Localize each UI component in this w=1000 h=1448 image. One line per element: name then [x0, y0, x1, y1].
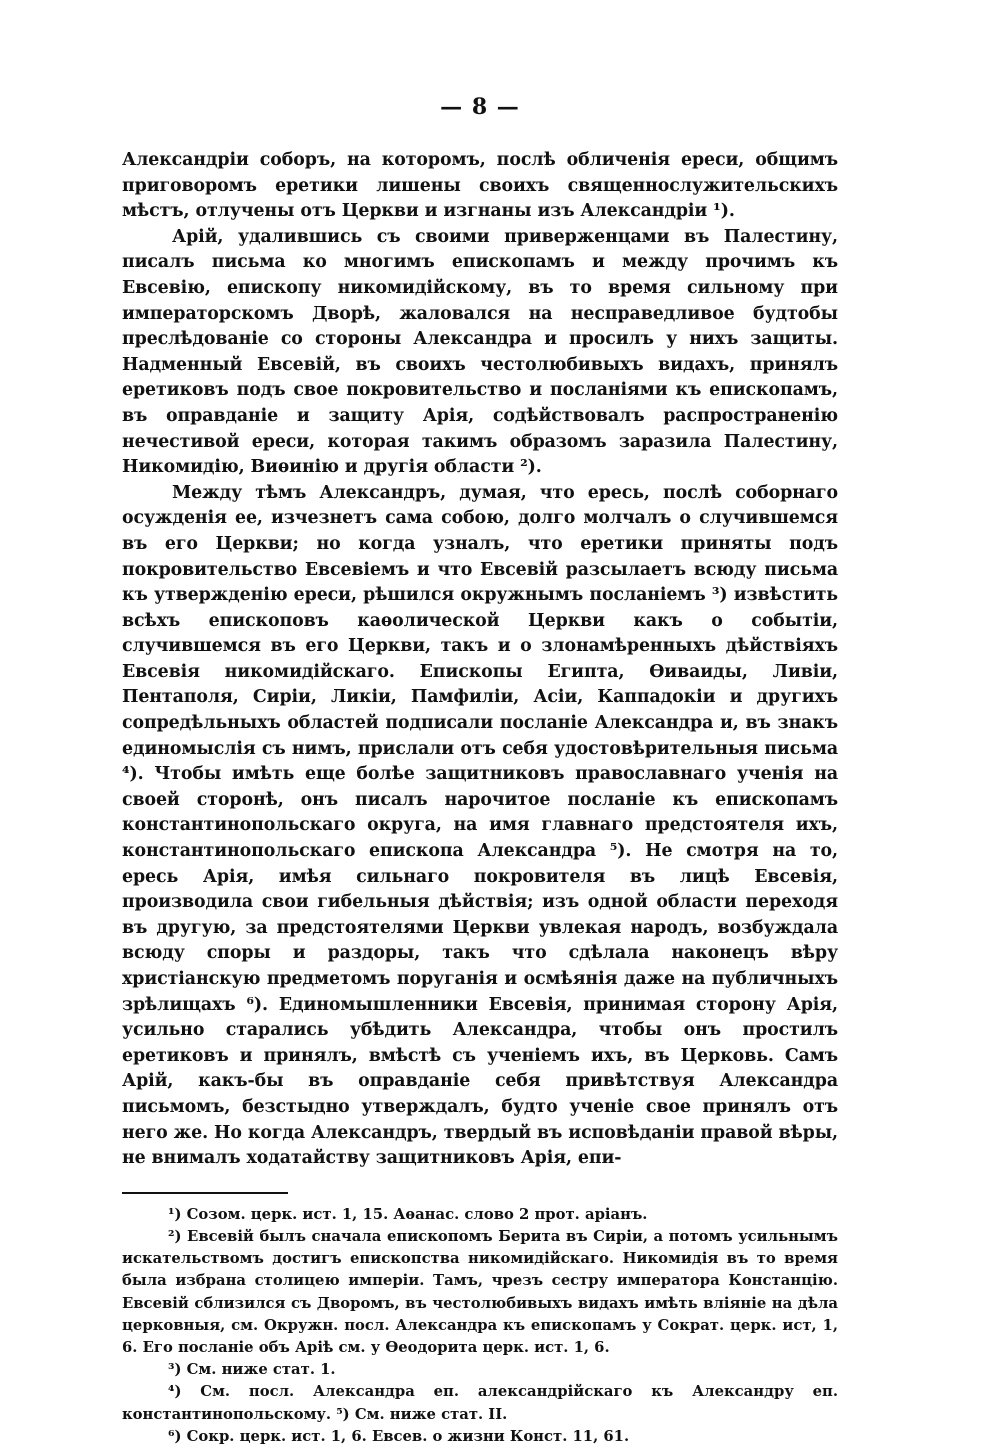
footnote-6: ⁶) Сокр. церк. ист. 1, 6. Евсев. о жизни Конст. 11, 61. — [168, 1427, 630, 1445]
page-number: — 8 — — [440, 94, 520, 120]
footnote-3: ³) См. ниже стат. 1. — [168, 1361, 336, 1379]
footnote-1: ¹) Созом. церк. ист. 1, 15. Аѳанас. слово 2 прот. аріанъ. — [168, 1205, 648, 1223]
footnotes — [122, 1204, 838, 1448]
page — [122, 92, 838, 1448]
paragraph-2: Арій, удалившись съ своими приверженцами въ Палестину, писалъ письма ко многимъ епископамъ и между прочимъ къ Евсевію, епископу никомидійскому, въ то время сильному при императорскомъ Дворѣ, жаловался на несправедливое будтобы преслѣдованіе со стороны Александра и просилъ у нихъ защиты. Надменный Евсевій, въ своихъ честолюбивыхъ видахъ, принялъ еретиковъ подъ свое покровительство и посланіями къ епископамъ, въ оправданіе и защиту Арія, содѣйствовалъ распространенію нечестивой ереси, которая такимъ образомъ заразила Палестину, Никомидію, Виѳинію и другія области ²). — [122, 226, 838, 478]
main-text — [122, 148, 838, 1172]
footnote-separator — [122, 1192, 288, 1194]
footnote-2: ²) Евсевій былъ сначала епископомъ Берита въ Сиріи, а потомъ усильнымъ искательствомъ достигъ епископства никомидійскаго. Никомидія въ то время была избрана столицею имперіи. Тамъ, чрезъ сестру императора Констанцію. Евсевій сблизился съ Дворомъ, въ честолюбивыхъ видахъ имѣть вліяніе на дѣла церковныя, см. Окружн. посл. Александра къ епископамъ у Сократ. церк. ист, 1, 6. Его посланіе объ Аріѣ см. у Ѳеодорита церк. ист. 1, 6. — [122, 1227, 838, 1356]
footnote-4-5: ⁴) См. посл. Александра еп. александрійскаго къ Александру еп. константинопольскому. ⁵) См. ниже стат. II. — [122, 1383, 838, 1423]
paragraph-3: Между тѣмъ Александръ, думая, что ересь, послѣ соборнаго осужденія ее, изчезнетъ сама собою, долго молчалъ о случившемся въ его Церкви; но когда узналъ, что еретики приняты подъ покровительство Евсевіемъ и что Евсевій разсылаетъ всюду письма къ утвержденію ереси, рѣшился окружнымъ посланіемъ ³) извѣстить всѣхъ епископовъ каѳолической Церкви какъ о событіи, случившемся въ его Церкви, такъ и о злонамѣренныхъ дѣйствіяхъ Евсевія никомидійскаго. Епископы Египта, Ѳиваиды, Ливіи, Пентаполя, Сиріи, Ликіи, Памфиліи, Асіи, Каппадокіи и другихъ сопредѣльныхъ областей подписали посланіе Александра и, въ знакъ единомыслія съ нимъ, прислали отъ себя удостовѣрительныя письма ⁴). Чтобы имѣть еще болѣе защитниковъ православнаго ученія на своей сторонѣ, онъ писалъ нарочитое посланіе къ епископамъ константинопольскаго округа, на имя главнаго предстоятеля ихъ, константинопольскаго епископа Александра ⁵). Не смотря на то, ересь Арія, имѣя сильнаго покровителя въ лицѣ Евсевія, производила свои гибельныя дѣйствія; изъ одной области переходя въ другую, за предстоятелями Церкви увлекая народъ, возбуждала всюду споры и раздоры, такъ что сдѣлала наконецъ вѣру христіанскую предметомъ поруганія и осмѣянія даже на публичныхъ зрѣлищахъ ⁶). Единомышленники Евсевія, принимая сторону Арія, усильно старались убѣдить Александра, чтобы онъ простилъ еретиковъ и принялъ, вмѣстѣ съ ученіемъ ихъ, въ Церковь. Самъ Арій, какъ-бы въ оправданіе себя привѣтствуя Александра письмомъ, безстыдно утверждалъ, будто ученіе свое принялъ отъ него же. Но когда Александръ, твердый въ исповѣданіи правой вѣры, не внималъ ходатайству защитниковъ Арія, епи- — [122, 482, 838, 1169]
paragraph-1: Александріи соборъ, на которомъ, послѣ обличенія ереси, общимъ приговоромъ еретики лишены своихъ священнослужительскихъ мѣстъ, отлучены отъ Церкви и изгнаны изъ Александріи ¹). — [122, 150, 838, 222]
